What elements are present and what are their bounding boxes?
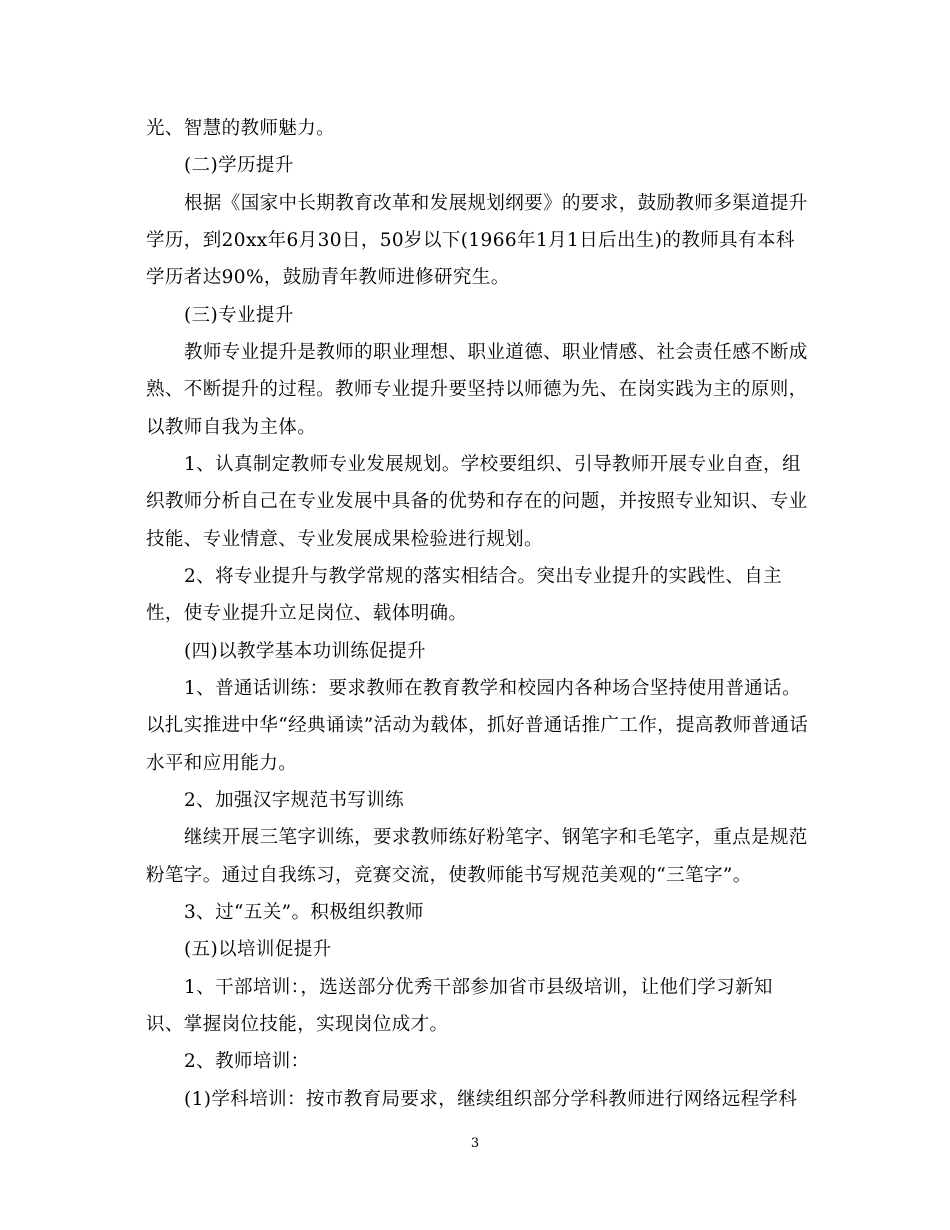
text-line: 2、将专业提升与教学常规的落实相结合。突出专业提升的实践性、自主 — [184, 566, 783, 587]
text-line: 性，使专业提升立足岗位、载体明确。 — [146, 603, 468, 624]
text-line: 水平和应用能力。 — [146, 753, 298, 774]
text-line: 2、加强汉字规范书写训练 — [184, 790, 405, 811]
text-line: 以扎实推进中华“经典诵读”活动为载体，抓好普通话推广工作，提高教师普通话 — [146, 715, 809, 736]
text-line: 1、认真制定教师专业发展规划。学校要组织、引导教师开展专业自查，组 — [184, 454, 801, 475]
text-line: 学历，到20xx年6月30日，50岁以下(1966年1月1日后出生)的教师具有本科 — [146, 230, 795, 251]
text-line: 粉笔字。通过自我练习，竞赛交流，使教师能书写规范美观的“三笔字”。 — [146, 865, 752, 886]
section-heading: (三)专业提升 — [184, 305, 294, 326]
text-line: 技能、专业情意、专业发展成果检验进行规划。 — [146, 529, 543, 550]
text-line: 1、干部培训：，选送部分优秀干部参加省市县级培训，让他们学习新知 — [184, 977, 773, 998]
text-line: 教师专业提升是教师的职业理想、职业道德、职业情感、社会责任感不断成 — [184, 342, 808, 363]
text-line: 织教师分析自己在专业发展中具备的优势和存在的问题，并按照专业知识、专业 — [146, 491, 808, 512]
text-line: 学历者达90%，鼓励青年教师进修研究生。 — [146, 267, 510, 288]
text-line: 根据《国家中长期教育改革和发展规划纲要》的要求，鼓励教师多渠道提升 — [184, 193, 808, 214]
section-heading: (五)以培训促提升 — [184, 939, 332, 960]
page-number: 3 — [470, 1136, 480, 1151]
text-line: 3、过“五关”。积极组织教师 — [184, 902, 424, 923]
section-heading: (四)以教学基本功训练促提升 — [184, 641, 427, 662]
text-line: 熟、不断提升的过程。教师专业提升要坚持以师德为先、在岗实践为主的原则， — [146, 379, 808, 400]
text-line: (1)学科培训：按市教育局要求，继续组织部分学科教师进行网络远程学科 — [184, 1089, 798, 1110]
text-line: 2、教师培训： — [184, 1051, 310, 1072]
text-line: 光、智慧的教师魅力。 — [146, 118, 336, 139]
text-line: 识、掌握岗位技能，实现岗位成才。 — [146, 1014, 449, 1035]
section-heading: (二)学历提升 — [184, 155, 294, 176]
text-line: 继续开展三笔字训练，要求教师练好粉笔字、钢笔字和毛笔字，重点是规范 — [184, 827, 808, 848]
text-line: 以教师自我为主体。 — [146, 417, 317, 438]
text-line: 1、普通话训练：要求教师在教育教学和校园内各种场合坚持使用普通话。 — [184, 678, 801, 699]
